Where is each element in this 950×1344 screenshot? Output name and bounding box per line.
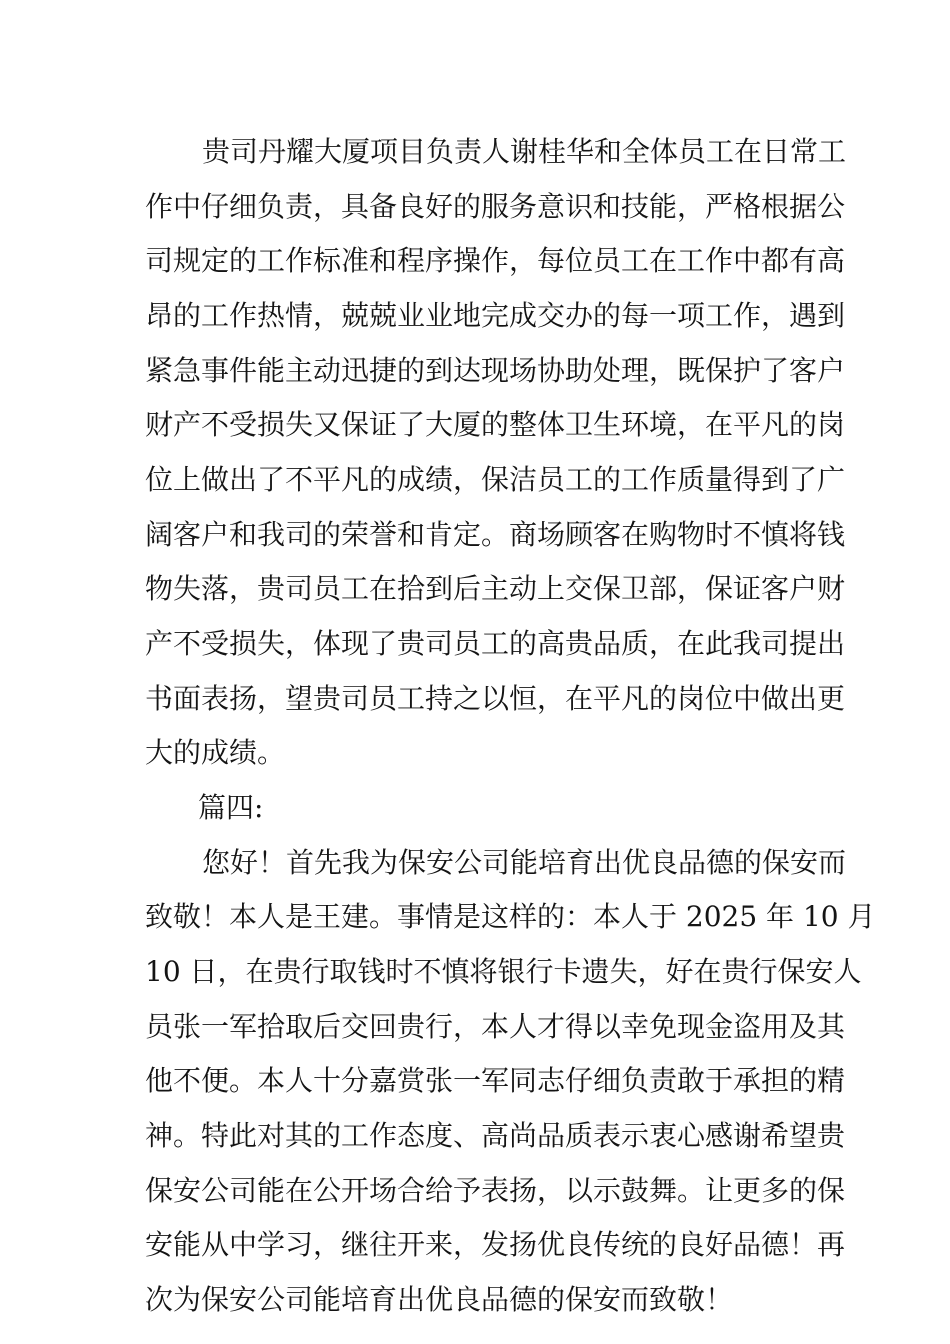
paragraph-1-line: 位上做出了不平凡的成绩，保洁员工的工作质量得到了广 — [145, 463, 846, 496]
paragraph-2-line: 他不便。本人十分嘉赏张一军同志仔细负责敢于承担的精 — [145, 1064, 846, 1097]
section-heading: 篇四: — [198, 791, 264, 824]
paragraph-1-line: 产不受损失，体现了贵司员工的高贵品质，在此我司提出 — [145, 627, 846, 660]
paragraph-1-line: 贵司丹耀大厦项目负责人谢桂华和全体员工在日常工 — [202, 135, 847, 168]
paragraph-2-line: 保安公司能在公开场合给予表扬，以示鼓舞。让更多的保 — [145, 1174, 846, 1207]
paragraph-2-line: 员张一军拾取后交回贵行，本人才得以幸免现金盗用及其 — [145, 1010, 846, 1043]
paragraph-2-line: 10 日，在贵行取钱时不慎将银行卡遗失，好在贵行保安人 — [145, 955, 862, 988]
paragraph-1-line: 财产不受损失又保证了大厦的整体卫生环境，在平凡的岗 — [145, 408, 846, 441]
paragraph-2-line: 安能从中学习，继往开来，发扬优良传统的良好品德！再 — [145, 1228, 846, 1261]
paragraph-1-last-line: 大的成绩。 — [145, 736, 286, 769]
paragraph-2-line: 您好！首先我为保安公司能培育出优良品德的保安而 — [202, 846, 847, 879]
paragraph-1-line: 阔客户和我司的荣誉和肯定。商场顾客在购物时不慎将钱 — [145, 518, 846, 551]
paragraph-1-line: 书面表扬，望贵司员工持之以恒，在平凡的岗位中做出更 — [145, 682, 846, 715]
paragraph-2-line: 神。特此对其的工作态度、高尚品质表示衷心感谢希望贵 — [145, 1119, 846, 1152]
paragraph-2-last-line: 次为保安公司能培育出优良品德的保安而致敬！ — [145, 1283, 734, 1316]
paragraph-1-line: 紧急事件能主动迅捷的到达现场协助处理，既保护了客户 — [145, 354, 846, 387]
paragraph-1-line: 昂的工作热情，兢兢业业地完成交办的每一项工作，遇到 — [145, 299, 846, 332]
paragraph-1-line: 作中仔细负责，具备良好的服务意识和技能，严格根据公 — [145, 190, 846, 223]
paragraph-1-line: 物失落，贵司员工在拾到后主动上交保卫部，保证客户财 — [145, 572, 846, 605]
paragraph-1-line: 司规定的工作标准和程序操作，每位员工在工作中都有高 — [145, 244, 846, 277]
paragraph-2-line: 致敬！本人是王建。事情是这样的：本人于 2025 年 10 月 — [145, 900, 876, 933]
